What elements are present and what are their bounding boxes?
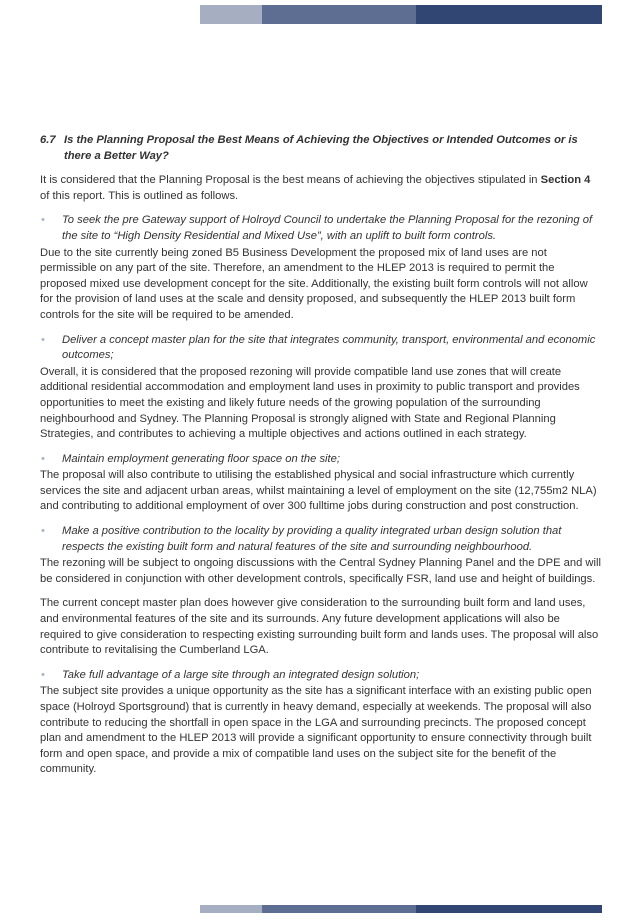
section-title: Is the Planning Proposal the Best Means of Achieving the Objectives or Intended Outcomes or is there a Better Way? [64,134,578,162]
bullet-icon: • [41,333,45,346]
header-band-mid [262,5,416,24]
footer-band-mid [262,905,416,913]
section-number: 6.7 [40,134,56,146]
bullet-icon: • [41,525,45,538]
bullet-item [40,668,602,684]
bullet-icon: • [41,668,45,681]
intro-text-after: of this report. This is outlined as follows. [40,189,239,202]
header-band-dark [416,5,602,24]
body-paragraph: The subject site provides a unique opportunity as the site has a significant interface with an existing public open space (Holroyd Sportsground) that is currently in heavy demand, especially at weekends. The proposal will also contribute to reducing the shortfall in open space in the LGA and surrounding precincts. The proposed concept plan and amendment to the HLEP 2013 will provide a significant opportunity to ensure connectivity through built form and open space, and provide a mix of compatible land uses on the subject site for the benefit of the community. [40,685,592,776]
body-paragraph: Due to the site currently being zoned B5 Business Development the proposed mix of land uses are not permissible on any part of the site. Therefore, an amendment to the HLEP 2013 is required to permit the proposed mixed use development concept for the site. Additionally, the existing built form controls will not allow for the provision of land uses at the scale and density proposed, and subsequently the HLEP 2013 built form controls for the site will be required to be amended. [40,246,588,321]
footer-band-dark [416,905,602,913]
bullet-text: To seek the pre Gateway support of Holroyd Council to undertake the Planning Proposal for the rezoning of the site to “High Density Residential and Mixed Use”, with an uplift to built form controls. [62,214,593,242]
bullet-item [40,213,602,244]
bullet-item [40,524,602,555]
bullet-icon: • [41,452,45,465]
bullet-item [40,452,602,468]
document-body [40,133,602,787]
bullet-item [40,333,602,364]
footer-band [200,905,602,913]
footer-band-light [200,905,262,913]
bullet-icon: • [41,214,45,227]
header-band [200,5,602,24]
bullet-text: Take full advantage of a large site through an integrated design solution; [62,668,420,681]
bullet-text: Deliver a concept master plan for the site that integrates community, transport, environmental and economic outcomes; [62,333,596,362]
body-paragraph: The rezoning will be subject to ongoing discussions with the Central Sydney Planning Panel and the DPE and will be considered in conjunction with other development controls, specifically FSR, land use and height of buildings. [40,557,601,585]
body-paragraph: The proposal will also contribute to utilising the established physical and social infrastructure which currently services the site and adjacent urban areas, whilst maintaining a level of employment on the site (12,755m2 NLA) and contributing to additional employment of over 300 fulltime jobs during construction and post construction. [40,469,597,513]
body-paragraph: The current concept master plan does however give consideration to the surrounding built form and land uses, and environmental features of the site and its surrounds. Any future development applications will also be required to give consideration to respecting existing surrounding built form and lands uses. The proposal will also contribute to revitalising the Cumberland LGA. [40,597,599,657]
body-paragraph: Overall, it is considered that the proposed rezoning will provide compatible land use zones that will create additional residential accommodation and employment land uses in proximity to public transport and provides opportunities to meet the existing and likely future needs of the growing population of the surrounding neighbourhood and Sydney. The Planning Proposal is strongly aligned with State and Regional Planning Strategies, and contributes to achieving a multiple objectives and actions outlined in each strategy. [40,365,580,441]
intro-paragraph [40,173,602,204]
section-heading [40,133,602,164]
intro-text-before: It is considered that the Planning Proposal is the best means of achieving the objectives stipulated in [40,174,541,187]
bullet-text: Maintain employment generating floor space on the site; [62,452,340,465]
header-band-light [200,5,262,24]
bullet-text: Make a positive contribution to the locality by providing a quality integrated urban design solution that respects the existing built form and natural features of the site and surrounding neighbourhood. [62,525,562,553]
intro-section-ref: Section 4 [540,174,591,187]
